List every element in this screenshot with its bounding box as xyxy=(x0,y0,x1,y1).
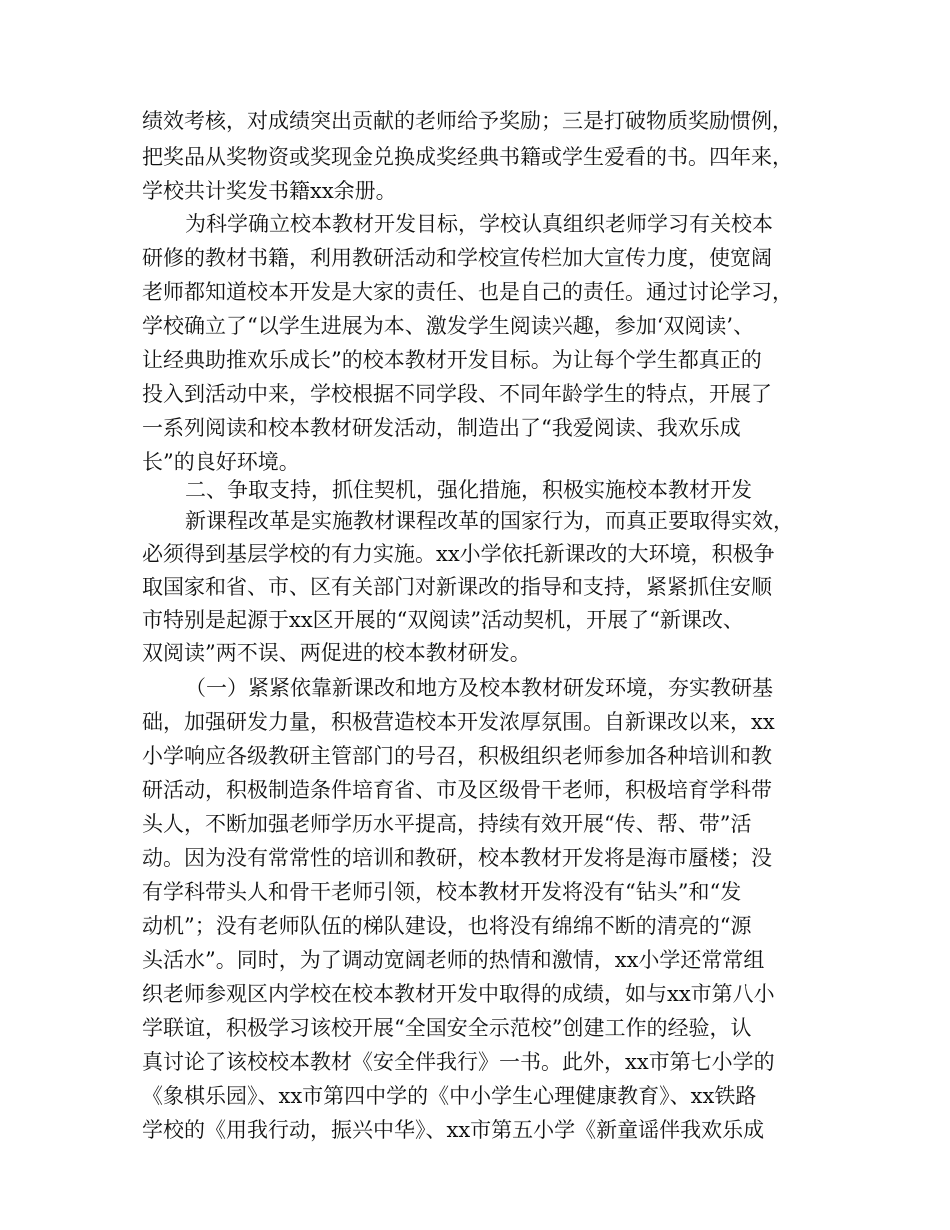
text-line: 必须得到基层学校的有力实施。xx小学依托新课改的大环境，积极争 xyxy=(142,542,775,566)
text-line: 研活动，积极制造条件培育省、市及区级骨干老师，积极培育学科带 xyxy=(142,778,772,802)
text-line: 真讨论了该校校本教材《安全伴我行》一书。此外，xx市第七小学的 xyxy=(142,1050,775,1074)
text-line: 学校的《用我行动，振兴中华》、xx市第五小学《新童谣伴我欢乐成 xyxy=(142,1118,765,1142)
text-line: 小学响应各级教研主管部门的号召，积极组织老师参加各种培训和教 xyxy=(142,744,772,768)
text-line: 头人，不断加强老师学历水平提高，持续有效开展“传、帮、带”活 xyxy=(142,812,752,836)
section-heading: 二、争取支持，抓住契机，强化措施，积极实施校本教材开发 xyxy=(185,478,752,502)
text-line: 新课程改革是实施教材课程改革的国家行为，而真正要取得实效， xyxy=(185,509,794,533)
text-line: 础，加强研发力量，积极营造校本开发浓厚氛围。自新课改以来，xx xyxy=(142,710,775,734)
text-line: 老师都知道校本开发是大家的责任、也是自己的责任。通过讨论学习， xyxy=(142,280,793,304)
text-line: 《象棋乐园》、xx市第四中学的《中小学生心理健康教育》、xx铁路 xyxy=(142,1084,757,1108)
text-line: 一系列阅读和校本教材研发活动，制造出了“我爱阅读、我欢乐成 xyxy=(142,416,741,440)
text-line: 绩效考核，对成绩突出贡献的老师给予奖励；三是打破物质奖励惯例， xyxy=(142,109,793,133)
text-line: 有学科带头人和骨干老师引领，校本教材开发将没有“钻头”和“发 xyxy=(142,880,742,904)
text-line: 市特别是起源于xx区开展的“双阅读”活动契机，开展了“新课改、 xyxy=(142,608,744,632)
text-line: 头活水”。同时，为了调动宽阔老师的热情和激情，xx小学还常常组 xyxy=(142,948,765,972)
text-line: 动。因为没有常常性的培训和教研，校本教材开发将是海市蜃楼；没 xyxy=(142,846,772,870)
text-line: 动机”；没有老师队伍的梯队建设，也将没有绵绵不断的清亮的“源 xyxy=(142,914,752,938)
text-line: 把奖品从奖物资或奖现金兑换成奖经典书籍或学生爱看的书。四年来， xyxy=(142,145,793,169)
text-line: 双阅读”两不误、两促进的校本教材研发。 xyxy=(142,641,531,665)
text-line: 学联谊，积极学习该校开展“全国安全示范校”创建工作的经验，认 xyxy=(142,1016,752,1040)
text-line: 让经典助推欢乐成长”的校本教材开发目标。为让每个学生都真正的 xyxy=(142,348,762,372)
text-line: （一）紧紧依靠新课改和地方及校本教材研发环境，夯实教研基 xyxy=(185,676,773,700)
text-line: 为科学确立校本教材开发目标，学校认真组织老师学习有关校本 xyxy=(185,212,773,236)
text-line: 织老师参观区内学校在校本教材开发中取得的成绩，如与xx市第八小 xyxy=(142,982,775,1006)
text-line: 长”的良好环境。 xyxy=(142,450,300,474)
text-line: 取国家和省、市、区有关部门对新课改的指导和支持，紧紧抓住安顺 xyxy=(142,575,772,599)
text-line: 学校确立了“以学生进展为本、激发学生阅读兴趣，参加‘双阅读’、 xyxy=(142,314,755,338)
text-line: 学校共计奖发书籍xx余册。 xyxy=(142,179,397,203)
text-line: 研修的教材书籍，利用教研活动和学校宣传栏加大宣传力度，使宽阔 xyxy=(142,246,772,270)
text-line: 投入到活动中来，学校根据不同学段、不同年龄学生的特点，开展了 xyxy=(142,382,772,406)
